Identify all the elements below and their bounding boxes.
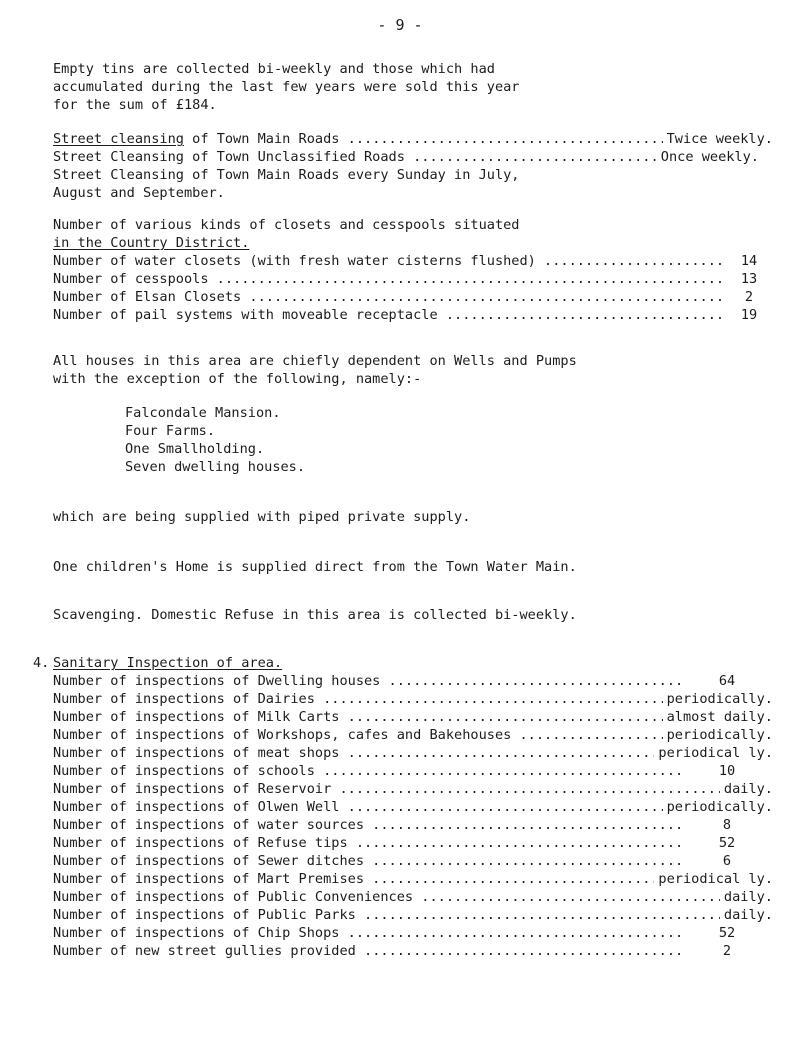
list-row xyxy=(53,906,773,924)
row-value: almost daily. xyxy=(666,709,773,725)
text-line: for the sum of £184. xyxy=(53,97,217,113)
list-row xyxy=(53,762,773,780)
section-heading: Street cleansing xyxy=(53,131,184,147)
wells-section xyxy=(53,352,773,388)
list-item: Seven dwelling houses. xyxy=(125,459,306,475)
list-row xyxy=(53,672,773,690)
list-row xyxy=(53,780,773,798)
row-label: Number of inspections of Refuse tips ..... xyxy=(53,834,681,852)
row-value: periodically. xyxy=(666,691,773,707)
list-row xyxy=(53,130,773,148)
row-value: Twice weekly. xyxy=(666,131,773,147)
row-label: Number of pail systems with moveable receptacle ..... xyxy=(53,306,725,324)
row-label: Number of inspections of schools ..... xyxy=(53,762,681,780)
text-line: which are being supplied with piped private supply. xyxy=(53,509,471,525)
text-line: accumulated during the last few years were sold this year xyxy=(53,79,520,95)
row-value: 14 xyxy=(740,253,758,269)
list-item: Four Farms. xyxy=(125,423,216,439)
row-value: 19 xyxy=(740,307,758,323)
list-row xyxy=(53,834,773,852)
list-row xyxy=(53,816,773,834)
text-line: One children's Home is supplied direct from the Town Water Main. xyxy=(53,559,577,575)
scavenging-line xyxy=(53,606,773,624)
inspection-list xyxy=(53,672,773,960)
row-value: periodical ly. xyxy=(658,871,773,887)
row-value: periodical ly. xyxy=(658,745,773,761)
row-label: Number of inspections of Mart Premises ..... xyxy=(53,870,654,888)
closets-section xyxy=(53,216,773,324)
list-row xyxy=(53,270,773,288)
list-row xyxy=(53,852,773,870)
row-label: Street Cleansing of Town Unclassified Roads ..... xyxy=(53,148,657,166)
section-heading: in the Country District. xyxy=(53,235,250,251)
page-number: - 9 - xyxy=(377,16,423,34)
row-label: Number of cesspools ..... xyxy=(53,270,725,288)
row-value: daily. xyxy=(723,889,773,905)
sanitary-inspection-section xyxy=(33,654,773,960)
row-value: 8 xyxy=(722,817,732,833)
row-value: 10 xyxy=(718,763,736,779)
text-line: August and September. xyxy=(53,185,225,201)
row-value: periodically. xyxy=(666,727,773,743)
row-label: Number of inspections of Chip Shops ..... xyxy=(53,924,681,942)
text-line: with the exception of the following, namely:- xyxy=(53,371,422,387)
list-row xyxy=(53,870,773,888)
row-label: Number of inspections of Dairies ..... xyxy=(53,690,663,708)
section-heading: Sanitary Inspection of area. xyxy=(53,655,283,671)
exceptions-list xyxy=(53,404,773,476)
row-value: 52 xyxy=(718,925,736,941)
list-row xyxy=(53,726,773,744)
text-line: Number of various kinds of closets and cesspools situated xyxy=(53,217,520,233)
row-label: of Town Main Roads xyxy=(183,131,340,147)
row-value: 6 xyxy=(722,853,732,869)
text-line: Scavenging. Domestic Refuse in this area is collected bi-weekly. xyxy=(53,607,577,623)
text-line: All houses in this area are chiefly dependent on Wells and Pumps xyxy=(53,353,577,369)
row-value: 13 xyxy=(740,271,758,287)
text-line: Empty tins are collected bi-weekly and those which had xyxy=(53,61,495,77)
list-row xyxy=(53,888,773,906)
row-label: Number of inspections of Olwen Well ..... xyxy=(53,798,663,816)
row-label: Number of water closets (with fresh water cisterns flushed) ..... xyxy=(53,252,725,270)
row-value: periodically. xyxy=(666,799,773,815)
row-label: Number of inspections of Workshops, cafes and Bakehouses ..... xyxy=(53,726,663,744)
list-row xyxy=(53,288,773,306)
row-label: Number of new street gullies provided ..... xyxy=(53,942,681,960)
text-line: Street Cleansing of Town Main Roads every Sunday in July, xyxy=(53,167,520,183)
street-cleansing-section xyxy=(53,130,773,202)
row-value: 2 xyxy=(722,943,732,959)
row-value: 52 xyxy=(718,835,736,851)
list-row xyxy=(53,744,773,762)
list-row xyxy=(53,798,773,816)
row-label: Number of inspections of Public Parks ..... xyxy=(53,906,720,924)
row-label: Number of inspections of Sewer ditches ..... xyxy=(53,852,681,870)
list-item: One Smallholding. xyxy=(125,441,265,457)
row-label: Number of inspections of meat shops ..... xyxy=(53,744,654,762)
list-row xyxy=(53,148,773,166)
childrens-home-line xyxy=(53,558,773,576)
empty-tins-paragraph xyxy=(53,60,773,114)
supply-line xyxy=(53,508,773,526)
section-number: 4. xyxy=(33,655,50,671)
row-label: Number of inspections of Milk Carts ..... xyxy=(53,708,663,726)
list-row xyxy=(53,942,773,960)
row-label: Number of inspections of water sources ..... xyxy=(53,816,681,834)
list-row xyxy=(53,252,773,270)
list-row xyxy=(53,306,773,324)
row-value: daily. xyxy=(723,907,773,923)
list-item: Falcondale Mansion. xyxy=(125,405,281,421)
row-label: Number of Elsan Closets ..... xyxy=(53,288,725,306)
row-label: Number of inspections of Dwelling houses ..... xyxy=(53,672,681,690)
row-label: Number of inspections of Public Conveniences ..... xyxy=(53,888,720,906)
row-value: daily. xyxy=(723,781,773,797)
list-row xyxy=(53,708,773,726)
list-row xyxy=(53,690,773,708)
row-value: 2 xyxy=(744,289,754,305)
row-value: Once weekly. xyxy=(660,149,759,165)
list-row xyxy=(53,924,773,942)
row-value: 64 xyxy=(718,673,736,689)
row-label: Number of inspections of Reservoir ..... xyxy=(53,780,720,798)
